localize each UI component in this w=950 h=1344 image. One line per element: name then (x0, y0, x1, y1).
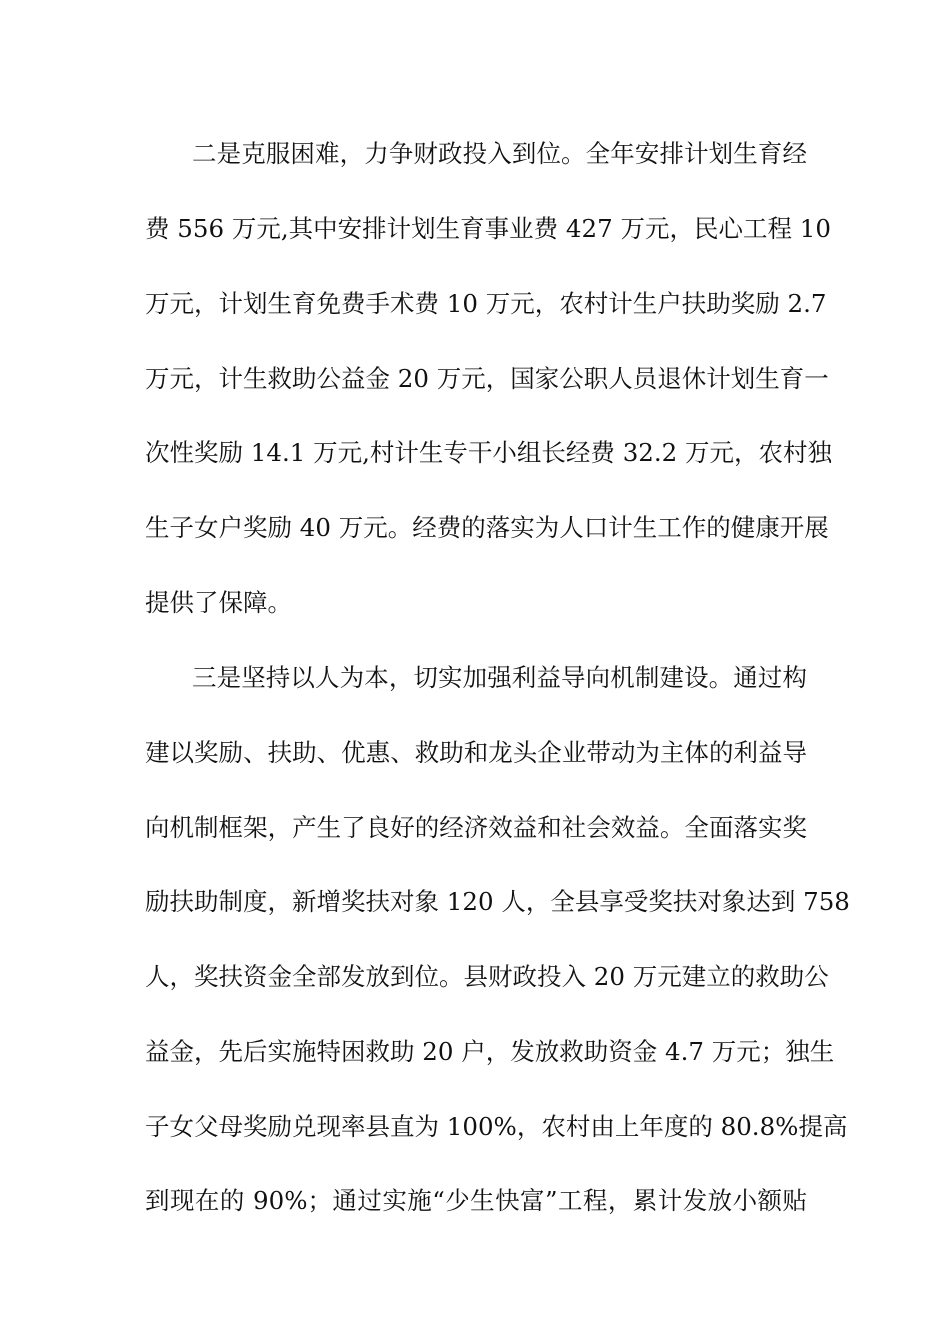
text-line: 到现在的 90%；通过实施“少生快富”工程，累计发放小额贴 (145, 1186, 807, 1215)
text-line: 益金，先后实施特困救助 20 户，发放救助资金 4.7 万元；独生 (145, 1037, 835, 1066)
text-line: 二是克服困难，力争财政投入到位。全年安排计划生育经 (192, 139, 807, 168)
text-line: 励扶助制度，新增奖扶对象 120 人，全县享受奖扶对象达到 758 (145, 887, 850, 916)
text-line: 万元，计划生育免费手术费 10 万元，农村计生户扶助奖励 2.7 (145, 289, 827, 318)
text-line: 提供了保障。 (145, 588, 292, 617)
text-line: 万元，计生救助公益金 20 万元，国家公职人员退休计划生育一 (145, 364, 829, 393)
text-line: 向机制框架，产生了良好的经济效益和社会效益。全面落实奖 (145, 813, 807, 842)
text-line: 子女父母奖励兑现率县直为 100%，农村由上年度的 80.8%提高 (145, 1112, 848, 1141)
text-line: 次性奖励 14.1 万元,村计生专干小组长经费 32.2 万元，农村独 (145, 438, 833, 467)
text-line: 生子女户奖励 40 万元。经费的落实为人口计生工作的健康开展 (145, 513, 829, 542)
text-line: 建以奖励、扶助、优惠、救助和龙头企业带动为主体的利益导 (145, 738, 807, 767)
text-line: 三是坚持以人为本，切实加强利益导向机制建设。通过构 (192, 663, 807, 692)
text-line: 费 556 万元,其中安排计划生育事业费 427 万元，民心工程 10 (145, 214, 831, 243)
text-line: 人，奖扶资金全部发放到位。县财政投入 20 万元建立的救助公 (145, 962, 829, 991)
